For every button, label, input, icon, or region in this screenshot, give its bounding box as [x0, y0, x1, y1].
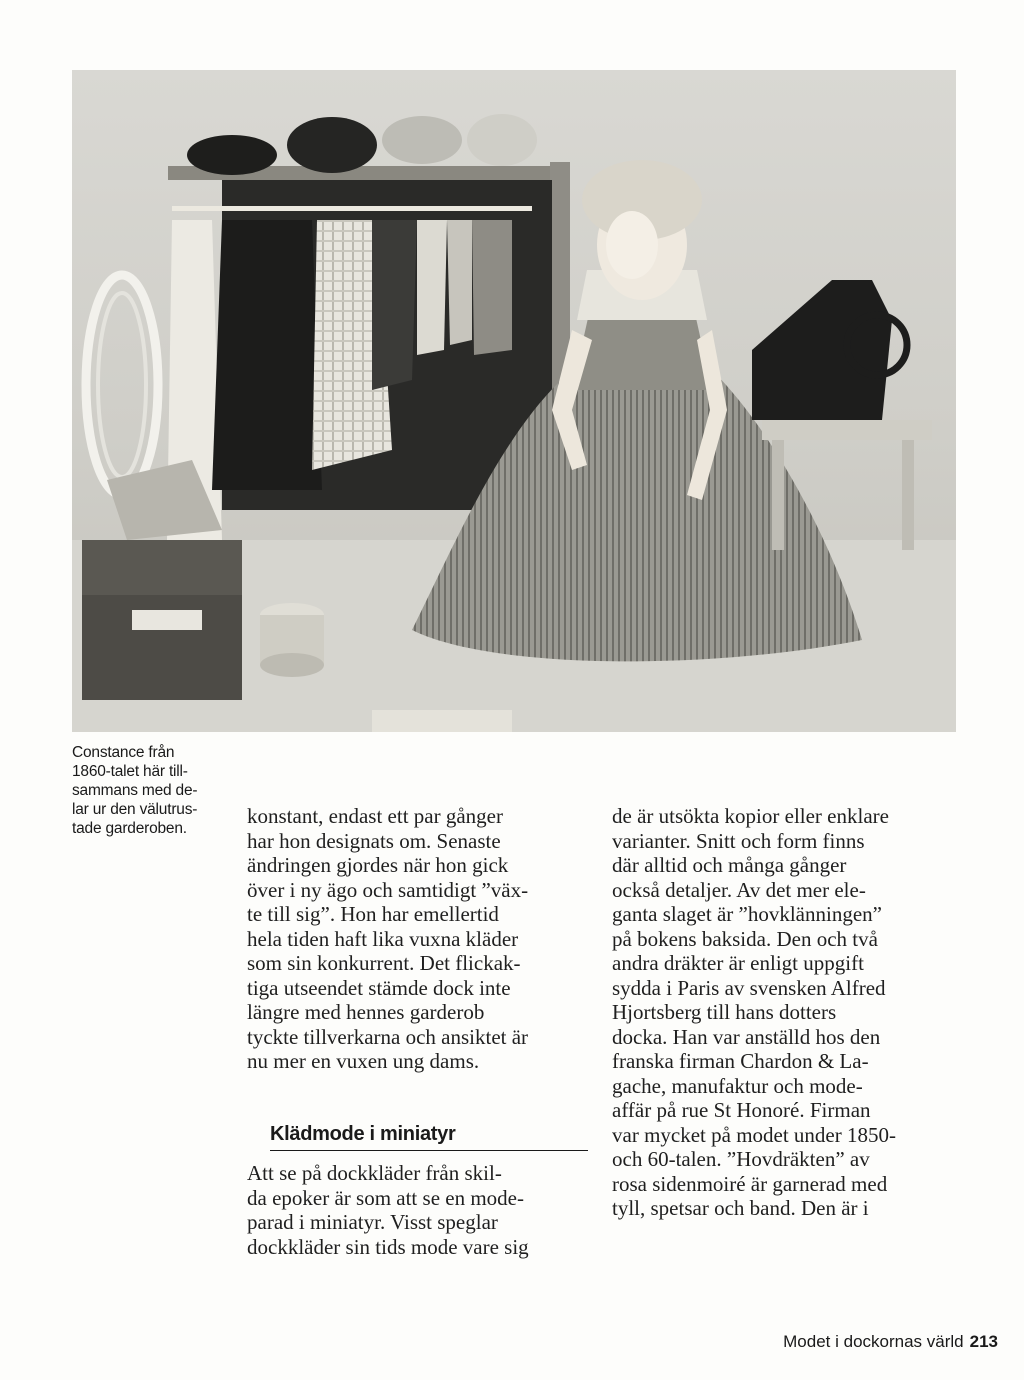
text-line: gache, manufaktur och mode-: [612, 1073, 863, 1098]
caption-line: sammans med de-: [72, 782, 198, 799]
text-line: Hjortsberg till hans dotters: [612, 1000, 837, 1024]
page-footer: [783, 1332, 998, 1352]
text-line: tiga utseendet stämde dock inte: [247, 975, 511, 1000]
section-heading: Klädmode i miniatyr: [270, 1123, 588, 1151]
text-line: längre med hennes garderob: [247, 1000, 485, 1024]
page-number: 213: [969, 1332, 998, 1351]
text-line: tyll, spetsar och band. Den är i: [612, 1196, 869, 1220]
text-line: varianter. Snitt och form finns: [612, 828, 865, 853]
text-line: Att se på dockkläder från skil-: [247, 1161, 502, 1185]
text-line: hela tiden haft lika vuxna kläder: [247, 926, 519, 951]
text-line: över i ny ägo och samtidigt ”väx-: [247, 877, 529, 902]
text-line: sydda i Paris av svensken Alfred: [612, 975, 886, 1000]
caption-line: tade garderoben.: [72, 820, 187, 837]
text-line: ändringen gjordes när hon gick: [247, 853, 509, 877]
body-column-2: [612, 804, 957, 1221]
text-line: andra dräkter är enligt uppgift: [612, 951, 864, 975]
text-line: te till sig”. Hon har emellertid: [247, 902, 499, 926]
text-line: dockkläder sin tids mode vare sig: [247, 1234, 529, 1259]
body-column-1-continued: [247, 1161, 592, 1259]
text-line: på bokens baksida. Den och två: [612, 926, 878, 951]
text-line: konstant, endast ett par gånger: [247, 804, 503, 828]
text-line: nu mer en vuxen ung dams.: [247, 1049, 480, 1073]
text-line: har hon designats om. Senaste: [247, 828, 501, 853]
text-line: franska firman Chardon & La-: [612, 1049, 869, 1073]
text-line: docka. Han var anställd hos den: [612, 1024, 881, 1049]
text-line: parad i miniatyr. Visst speglar: [247, 1210, 498, 1234]
text-line: rosa sidenmoiré är garnerad med: [612, 1171, 888, 1196]
text-line: var mycket på modet under 1850-: [612, 1122, 896, 1147]
running-title: Modet i dockornas värld: [783, 1332, 964, 1351]
text-line: tyckte tillverkarna och ansiktet är: [247, 1024, 529, 1049]
text-line: ganta slaget är ”hovklänningen”: [612, 902, 882, 926]
caption-line: 1860-talet här till-: [72, 763, 188, 780]
text-line: där alltid och många gånger: [612, 853, 847, 877]
caption-line: Constance från: [72, 744, 175, 761]
text-line: också detaljer. Av det mer ele-: [612, 877, 866, 902]
body-column-1: [247, 804, 592, 1074]
doll-wardrobe-photo-icon: [72, 70, 956, 732]
caption-line: lar ur den välutrus-: [72, 801, 198, 818]
doll-wardrobe-photo: [72, 70, 956, 732]
text-line: som sin konkurrent. Det flickak-: [247, 951, 521, 975]
text-line: da epoker är som att se en mode-: [247, 1185, 524, 1210]
text-line: affär på rue St Honoré. Firman: [612, 1098, 871, 1122]
text-line: de är utsökta kopior eller enklare: [612, 804, 889, 828]
text-line: och 60-talen. ”Hovdräkten” av: [612, 1147, 870, 1171]
photo-caption: [72, 743, 242, 838]
